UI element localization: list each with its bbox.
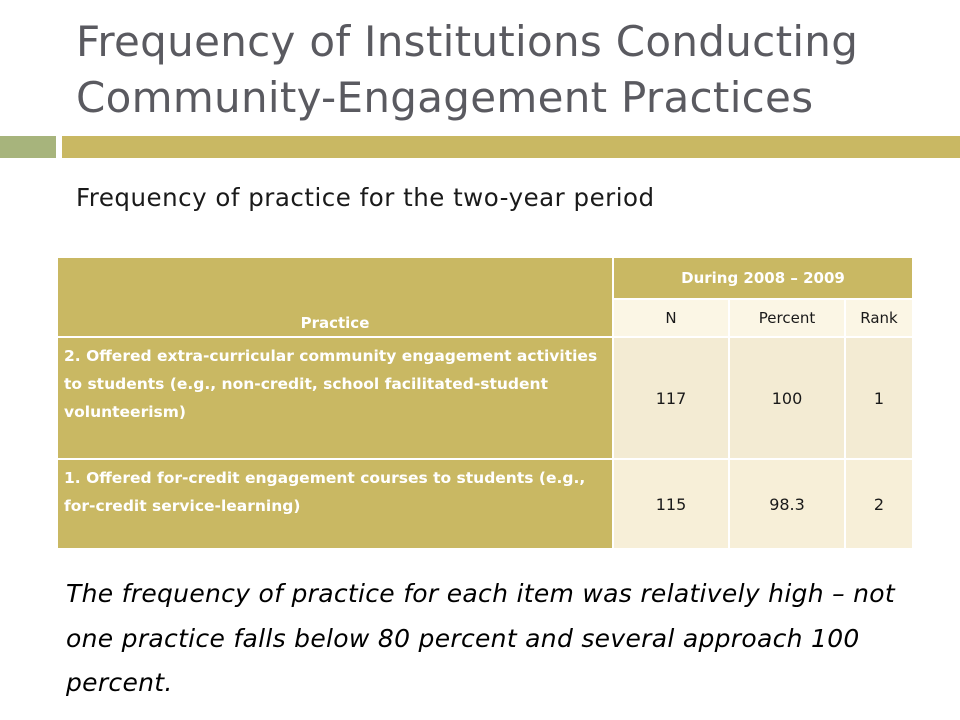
rank-cell: 2 (845, 459, 913, 549)
n-cell: 115 (613, 459, 729, 549)
table-row (57, 337, 913, 459)
percent-cell: 100 (729, 337, 845, 459)
title-accent-block (0, 136, 56, 158)
practice-cell: 2. Offered extra-curricular community engagement activities to students (e.g., non-credit, school facilitated-student volunteerism) (57, 337, 613, 459)
practice-cell: 1. Offered for-credit engagement courses to students (e.g., for-credit service-learning) (57, 459, 613, 549)
percent-cell: 98.3 (729, 459, 845, 549)
title-rule (62, 136, 960, 158)
n-column-header: N (613, 299, 729, 337)
slide-title: Frequency of Institutions Conducting Community-Engagement Practices (76, 17, 859, 122)
period-header: During 2008 – 2009 (613, 257, 913, 299)
slide-subtitle: Frequency of practice for the two-year period (76, 183, 655, 212)
table-row (57, 459, 913, 549)
rank-cell: 1 (845, 337, 913, 459)
practice-frequency-table (56, 256, 914, 550)
n-cell: 117 (613, 337, 729, 459)
practice-column-header: Practice (57, 257, 613, 337)
summary-text: The frequency of practice for each item was relatively high – not one practice falls below 80 percent and several approach 100 percent. (66, 579, 896, 697)
percent-column-header: Percent (729, 299, 845, 337)
rank-column-header: Rank (845, 299, 913, 337)
